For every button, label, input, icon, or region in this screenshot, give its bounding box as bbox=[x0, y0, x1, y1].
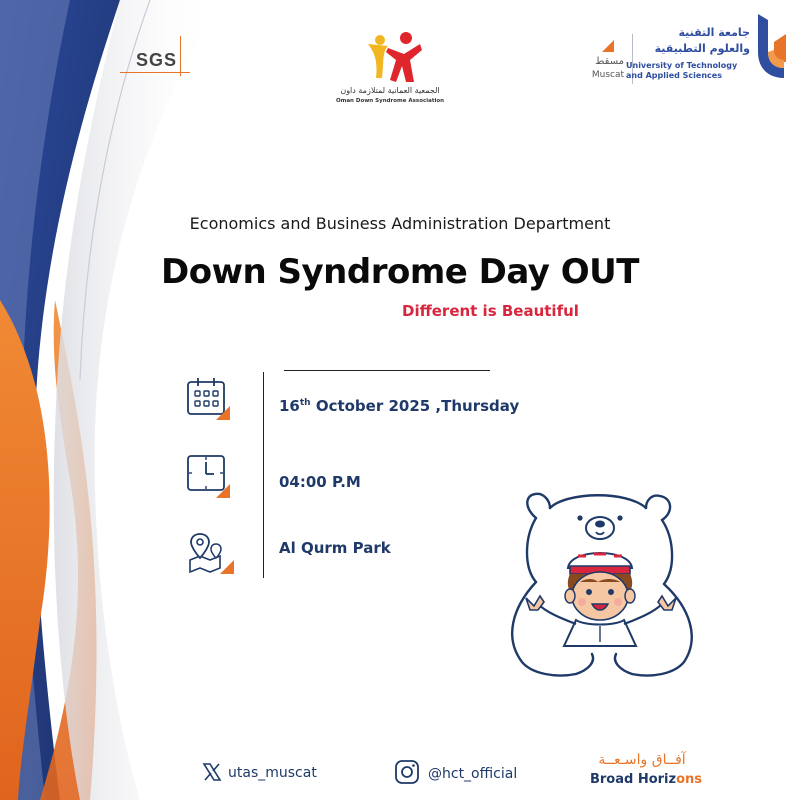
map-pin-icon bbox=[186, 530, 236, 576]
clock-icon bbox=[186, 454, 232, 500]
utas-english-line2: and Applied Sciences bbox=[626, 71, 722, 80]
odsa-arabic-text: الجمعية العمانية لمتلازمة داون bbox=[340, 86, 440, 95]
odsa-english-text: Oman Down Syndrome Association bbox=[335, 98, 445, 104]
calendar-icon bbox=[186, 376, 232, 422]
utas-u-mark-icon bbox=[754, 12, 790, 80]
date-suffix: th bbox=[299, 398, 311, 408]
event-date bbox=[279, 397, 519, 415]
bear-hug-illustration bbox=[496, 478, 716, 684]
x-handle[interactable]: utas_muscat bbox=[228, 765, 317, 781]
event-time: 04:00 P.M bbox=[279, 473, 361, 491]
odsa-logo bbox=[330, 30, 450, 110]
muscat-english-text: Muscat bbox=[591, 70, 624, 80]
event-location: Al Qurm Park bbox=[279, 539, 391, 557]
sgs-logo bbox=[120, 36, 190, 76]
broad-horizons-arabic: آفــاق واسـعــة bbox=[598, 752, 686, 768]
utas-arabic-line1: جامعة التقنية bbox=[678, 26, 750, 39]
utas-english-line1: University of Technology bbox=[626, 61, 738, 70]
x-icon[interactable] bbox=[202, 762, 222, 782]
page-title: Down Syndrome Day OUT bbox=[160, 252, 639, 292]
date-day: 16 bbox=[279, 397, 300, 415]
muscat-mark-icon bbox=[600, 36, 616, 54]
odsa-figures-icon bbox=[330, 30, 450, 86]
muscat-arabic-text: مسقط bbox=[595, 56, 624, 67]
horizontal-divider bbox=[284, 370, 490, 371]
utas-logo bbox=[560, 12, 792, 92]
vertical-divider bbox=[263, 372, 264, 578]
broad-horizons-logo bbox=[586, 752, 706, 792]
instagram-icon[interactable] bbox=[393, 758, 421, 786]
date-rest: October 2025 ,Thursday bbox=[310, 397, 520, 415]
instagram-handle[interactable]: @hct_official bbox=[428, 766, 518, 782]
broad-horizons-english-part2: ons bbox=[676, 772, 703, 787]
broad-horizons-english bbox=[586, 772, 706, 787]
sgs-logo-text: SGS bbox=[136, 50, 178, 70]
tagline: Different is Beautiful bbox=[402, 302, 579, 320]
department-title: Economics and Business Administration Department bbox=[189, 214, 611, 233]
utas-arabic-line2: والعلوم التطبيقية bbox=[654, 42, 750, 55]
broad-horizons-english-part1: Broad Horiz bbox=[589, 772, 677, 787]
